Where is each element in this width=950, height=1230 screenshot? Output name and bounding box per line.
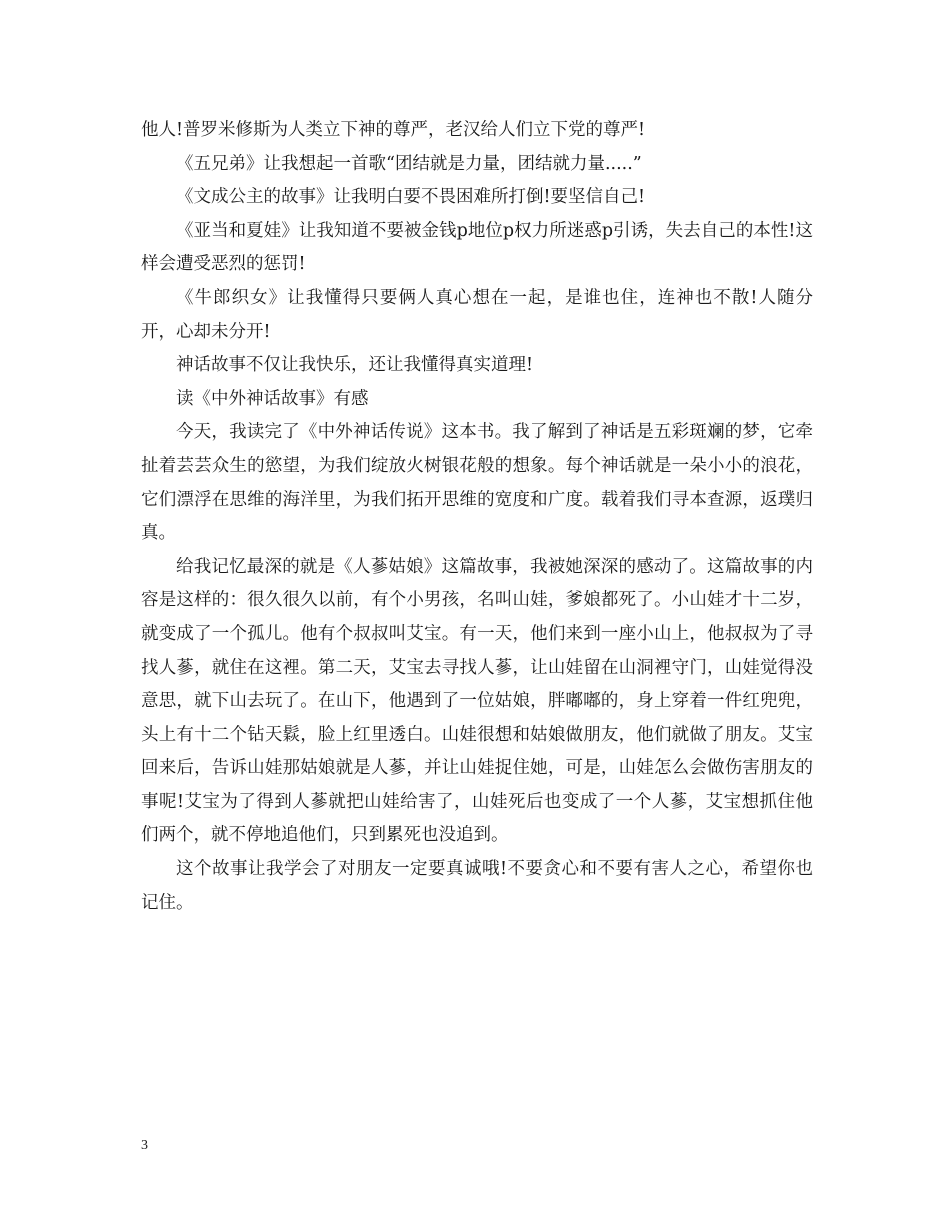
paragraph-adam-eve: 《亚当和夏娃》让我知道不要被金钱p地位p权力所迷惑p引诱，失去自己的本性!这样会遭受恶烈的惩罚! bbox=[141, 220, 813, 275]
essay-title: 读《中外神话故事》有感 bbox=[176, 388, 369, 409]
document-body bbox=[141, 114, 813, 920]
paragraph-conclusion: 这个故事让我学会了对朋友一定要真诚哦!不要贪心和不要有害人之心，希望你也记住。 bbox=[141, 859, 813, 913]
page-number: 3 bbox=[141, 1138, 148, 1153]
paragraph-summary: 神话故事不仅让我快乐，还让我懂得真实道理! bbox=[176, 355, 534, 376]
paragraph-ginseng-story: 给我记忆最深的就是《人蔘姑娘》这篇故事，我被她深深的感动了。这篇故事的内容是这样的：很久很久以前，有个小男孩，名叫山娃，爹娘都死了。小山娃才十二岁，就变成了一个孤儿。他有个叔叔叫艾宝。有一天，他们来到一座小山上，他叔叔为了寻找人蔘，就住在这裡。第二天，艾宝去寻找人蔘，让山娃留在山洞裡守门，山娃觉得没意思，就下山去玩了。在山下，他遇到了一位姑娘，胖嘟嘟的，身上穿着一件红兜兜，头上有十二个钻天鬏，脸上红里透白。山娃很想和姑娘做朋友，他们就做了朋友。艾宝回来后，告诉山娃那姑娘就是人蔘，并让山娃捉住她，可是，山娃怎么会做伤害朋友的事呢!艾宝为了得到人蔘就把山娃给害了，山娃死后也变成了一个人蔘，艾宝想抓住他们两个，就不停地追他们，只到累死也没追到。 bbox=[141, 556, 813, 846]
paragraph-five-brothers: 《五兄弟》让我想起一首歌“团结就是力量，团结就力量.....” bbox=[176, 153, 642, 174]
paragraph-princess-wencheng: 《文成公主的故事》让我明白要不畏困难所打倒!要坚信自己! bbox=[176, 187, 646, 208]
paragraph-continuation: 他人!普罗米修斯为人类立下神的尊严，老汉给人们立下党的尊严! bbox=[141, 120, 646, 140]
paragraph-intro: 今天，我读完了《中外神话传说》这本书。我了解到了神话是五彩斑斓的梦，它牵扯着芸芸众生的慾望，为我们绽放火树银花般的想象。每个神话就是一朵小小的浪花，它们漂浮在思维的海洋里，为我们拓开思维的宽度和广度。载着我们寻本查源，返璞归真。 bbox=[141, 422, 813, 544]
paragraph-cowherd-weaver: 《牛郎织女》让我懂得只要俩人真心想在一起，是谁也住，连神也不散!人随分开，心却未分开! bbox=[141, 287, 813, 342]
